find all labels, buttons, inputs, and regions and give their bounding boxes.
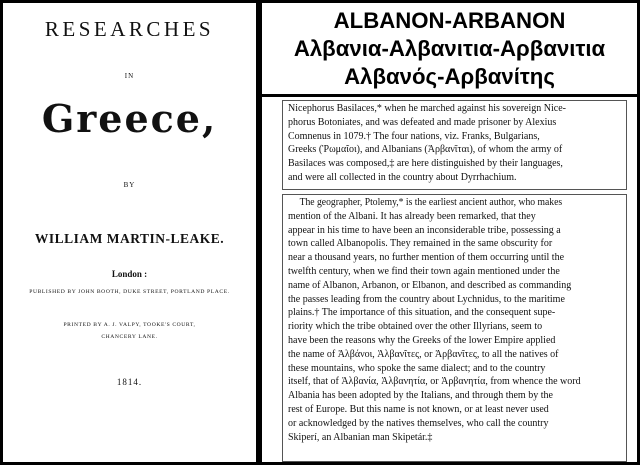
text-line: Skiperí, an Albanian man Skipetár.‡: [288, 431, 433, 443]
text-line: and were all collected in the country about Dyrrhachium.: [288, 171, 517, 183]
publication-year: 1814.: [116, 377, 143, 387]
text-line: or acknowledged by the natives themselves, who call the country: [288, 417, 549, 429]
book-title-page: [3, 3, 256, 462]
text-line: appear in his time to have been an inconsiderable tribe, possessing a: [288, 224, 561, 236]
text-line: the name of Ἀλβάνοι, Ἀλβανῖτες, or Ἀρβανῖτες, to all the natives of: [288, 348, 559, 360]
text-line: Greeks (Ῥωμαῖοι), and Albanians (Ἀρβανῖται), of whom the army of: [288, 144, 563, 156]
title-place: Greece,: [41, 96, 218, 141]
heading-line-2: Αλβανια-Αλβανιτια-Αρβανιτια: [293, 36, 606, 61]
text-line: riority which the tribe obtained over the other Illyrians, seem to: [288, 321, 543, 333]
text-line: plains.† The importance of this situation, and the consequent supe-: [288, 307, 556, 319]
text-line: town called Albanopolis. They remained in the same obscurity for: [288, 238, 553, 250]
heading-line-3: Αλβανός-Αρβανίτης: [344, 64, 555, 89]
text-line: have been the reasons why the Greeks of the lower Empire applied: [288, 334, 556, 346]
heading-panel: [262, 3, 637, 94]
text-line: rest of Europe. But this name is not known, or at least never used: [288, 403, 549, 415]
text-line: mention of the Albani. It has already been remarked, that they: [288, 210, 536, 222]
excerpt-bottom-text: [283, 195, 626, 444]
text-line: Basilaces was composed,‡ are here distinguished by their languages,: [288, 158, 563, 170]
excerpt-top-text: [283, 101, 626, 185]
text-line: these mountains, who spoke the same dialect; and to the country: [288, 362, 546, 374]
text-line: The geographer, Ptolemy,* is the earliest ancient author, who makes: [299, 197, 563, 208]
text-line: near a thousand years, no further mention of them occurring until the: [288, 252, 565, 264]
publisher-line: PUBLISHED BY JOHN BOOTH, DUKE STREET, PORTLAND PLACE.: [29, 289, 230, 295]
text-line: the passes leading from the country about Lychnidus, to the maritime: [288, 293, 565, 305]
text-line: name of Albanon, Arbanon, or Elbanon, and described as commanding: [288, 279, 572, 291]
printer-line-2: CHANCERY LANE.: [101, 334, 158, 340]
title-in-text: IN: [124, 72, 135, 80]
excerpt-top: [282, 100, 627, 190]
text-line: phorus Botoniates, and was defeated and made prisoner by Alexius: [288, 116, 557, 128]
text-line: Comnenus in 1079.† The four nations, viz. Franks, Bulgarians,: [288, 130, 540, 142]
publication-city: London :: [111, 269, 148, 279]
printer-line-1: PRINTED BY A. J. VALPY, TOOKE'S COURT,: [63, 322, 196, 328]
heading-line-1: ALBANON-ARBANON: [333, 8, 566, 33]
printer-block: [3, 319, 256, 343]
text-line: itself, that of Ἀλβανία, Ἀλβανητία, or Ἀρβανητία, from whence the word: [288, 376, 581, 388]
text-line: Nicephorus Basilaces,* when he marched against his sovereign Nice-: [288, 103, 566, 114]
title-by-text: BY: [123, 181, 136, 189]
excerpt-panel: [262, 97, 637, 462]
excerpt-bottom: [282, 194, 627, 462]
book-author: WILLIAM MARTIN-LEAKE.: [34, 231, 225, 246]
text-line: twelfth century, when we find their town again mentioned under the: [288, 265, 560, 277]
text-line: Albania has been adopted by the Italians, and through them by the: [288, 390, 553, 402]
book-title: RESEARCHES: [44, 17, 215, 41]
